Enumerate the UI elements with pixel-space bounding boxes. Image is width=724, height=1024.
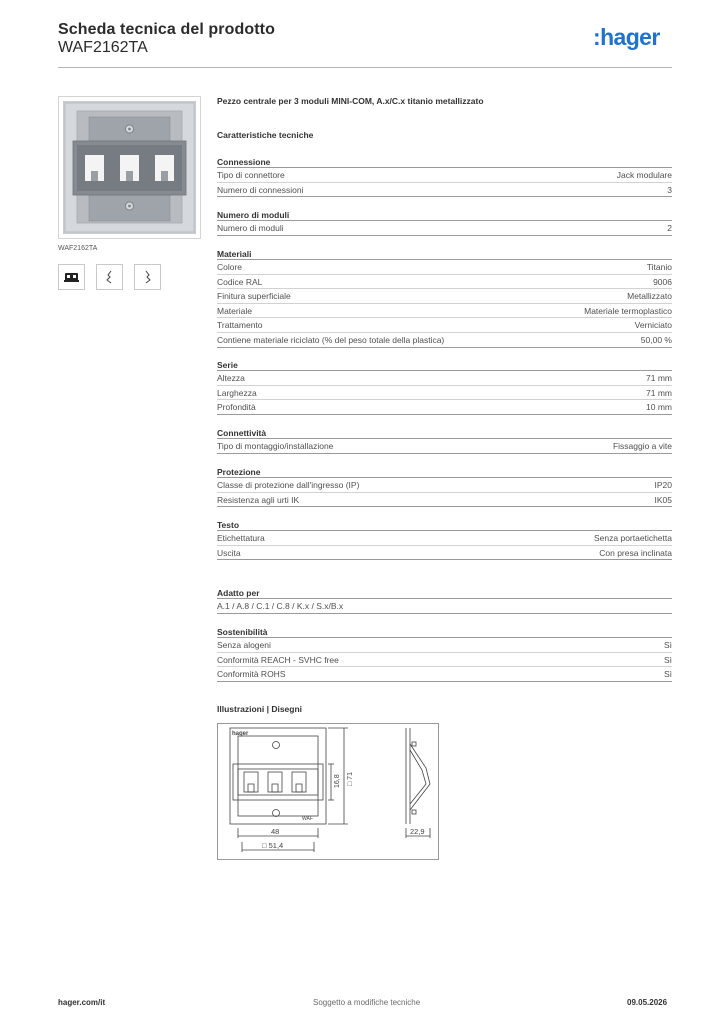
- spec-label: Tipo di connettore: [217, 170, 285, 180]
- spec-row: [217, 531, 672, 546]
- image-caption: WAF2162TA: [58, 245, 98, 252]
- spec-value: Sì: [663, 669, 672, 680]
- spec-row: [217, 478, 672, 493]
- section-testo: [217, 519, 672, 560]
- section-sostenibilita: [217, 626, 672, 682]
- dim-outer-width: □ 51,4: [262, 841, 284, 850]
- spec-label: Classe di protezione dall'ingresso (IP): [217, 480, 360, 490]
- spec-value: 2: [667, 223, 672, 233]
- spec-row: [217, 275, 672, 290]
- header-divider: [58, 67, 672, 68]
- spec-row: [217, 260, 672, 275]
- spec-value: Sì: [663, 640, 672, 650]
- spec-value: 10 mm: [646, 402, 672, 413]
- section-connessione: [217, 156, 672, 197]
- spec-row: [217, 333, 672, 348]
- footer-notice: Soggetto a modifiche tecniche: [313, 998, 421, 1007]
- data-socket-icon[interactable]: [58, 264, 85, 290]
- spec-row: [217, 493, 672, 508]
- dimension-drawing: [218, 724, 438, 859]
- drawing-brand-mark: hager: [232, 731, 249, 737]
- spec-label: Resistenza agli urti IK: [217, 494, 300, 505]
- section-title: Testo: [217, 519, 672, 531]
- spec-value: 71 mm: [646, 387, 672, 398]
- section-title: Protezione: [217, 466, 672, 478]
- dim-inner-height: 16,8: [334, 774, 341, 788]
- spec-row: [217, 439, 672, 454]
- spec-row: [217, 400, 672, 415]
- spec-row: [217, 168, 672, 183]
- section-title: Connessione: [217, 156, 672, 168]
- spec-row: [217, 667, 672, 682]
- angle-right-icon[interactable]: [134, 264, 161, 290]
- spec-row: [217, 386, 672, 401]
- section-serie: [217, 359, 672, 415]
- spec-label: Finitura superficiale: [217, 291, 291, 302]
- spec-row: [217, 221, 672, 236]
- brand-name: hager: [600, 24, 660, 50]
- spec-label: Profondità: [217, 402, 256, 413]
- section-protezione: [217, 466, 672, 507]
- spec-row: [217, 371, 672, 386]
- section-title: Serie: [217, 359, 672, 371]
- section-title: Adatto per: [217, 587, 672, 599]
- spec-row: [217, 183, 672, 198]
- spec-value: Senza portaetichetta: [594, 533, 672, 543]
- spec-label: Materiale: [217, 305, 252, 316]
- technical-drawing: [217, 723, 439, 860]
- spec-label: Colore: [217, 262, 243, 272]
- spec-value: Metallizzato: [627, 291, 672, 302]
- section-numero-moduli: [217, 209, 672, 236]
- spec-row: [217, 304, 672, 319]
- spec-row: [217, 289, 672, 304]
- footer-date: 09.05.2026: [627, 998, 668, 1007]
- spec-row: [217, 638, 672, 653]
- spec-label: Codice RAL: [217, 276, 263, 287]
- spec-label: Larghezza: [217, 387, 257, 398]
- page-title: Scheda tecnica del prodotto: [58, 21, 275, 38]
- product-photo-illustration: [59, 97, 200, 238]
- section-connettivita: [217, 427, 672, 454]
- technical-characteristics-heading: Caratteristiche tecniche: [217, 130, 314, 140]
- illustrations-heading: Illustrazioni | Disegni: [217, 704, 303, 714]
- spec-label: Conformità REACH - SVHC free: [217, 654, 339, 665]
- section-title: Numero di moduli: [217, 209, 672, 221]
- spec-label: Numero di moduli: [217, 223, 284, 233]
- spec-label: Trattamento: [217, 320, 263, 331]
- spec-value: IK05: [654, 494, 672, 505]
- section-materiali: [217, 248, 672, 348]
- product-description: Pezzo centrale per 3 moduli MINI-COM, A.x/C.x titanio metallizzato: [217, 96, 484, 106]
- spec-value: Materiale termoplastico: [584, 305, 672, 316]
- spec-value: Verniciato: [634, 320, 672, 331]
- spec-label: Uscita: [217, 547, 241, 558]
- section-title: Connettività: [217, 427, 672, 439]
- spec-value: 9006: [653, 276, 672, 287]
- hager-logo: :hager: [593, 24, 660, 50]
- dim-depth: 22,9: [410, 827, 425, 836]
- section-title: Materiali: [217, 248, 672, 260]
- drawing-product-mark: WAF: [302, 816, 313, 822]
- spec-label: Senza alogeni: [217, 640, 271, 650]
- spec-value: Jack modulare: [616, 170, 672, 180]
- spec-value: Fissaggio a vite: [612, 441, 672, 451]
- spec-label: Conformità ROHS: [217, 669, 286, 680]
- spec-label: Etichettatura: [217, 533, 265, 543]
- spec-value: 71 mm: [646, 373, 672, 383]
- spec-label: Altezza: [217, 373, 245, 383]
- spec-row: [217, 318, 672, 333]
- spec-value: Titanio: [646, 262, 672, 272]
- dim-inner-width: 48: [271, 827, 280, 836]
- footer-website-link[interactable]: hager.com/it: [58, 998, 106, 1007]
- product-code: WAF2162TA: [58, 39, 148, 56]
- spec-label: Numero di connessioni: [217, 184, 304, 195]
- spec-row: [217, 653, 672, 668]
- section-title: Sostenibilità: [217, 626, 672, 638]
- section-adatto-per: [217, 587, 672, 614]
- dim-outer-height: □ 71: [347, 772, 354, 786]
- spec-label: Tipo di montaggio/installazione: [217, 441, 334, 451]
- product-image: [58, 96, 201, 239]
- spec-value: Sì: [663, 654, 672, 665]
- curly-brace-left-icon[interactable]: [96, 264, 123, 290]
- spec-value: 50,00 %: [640, 334, 672, 345]
- spec-value: Con presa inclinata: [599, 547, 672, 558]
- compatible-series: A.1 / A.8 / C.1 / C.8 / K.x / S.x/B.x: [217, 599, 672, 614]
- spec-label: Contiene materiale riciclato (% del peso totale della plastica): [217, 334, 445, 345]
- spec-row: [217, 546, 672, 561]
- spec-value: 3: [667, 184, 672, 195]
- spec-value: IP20: [654, 480, 672, 490]
